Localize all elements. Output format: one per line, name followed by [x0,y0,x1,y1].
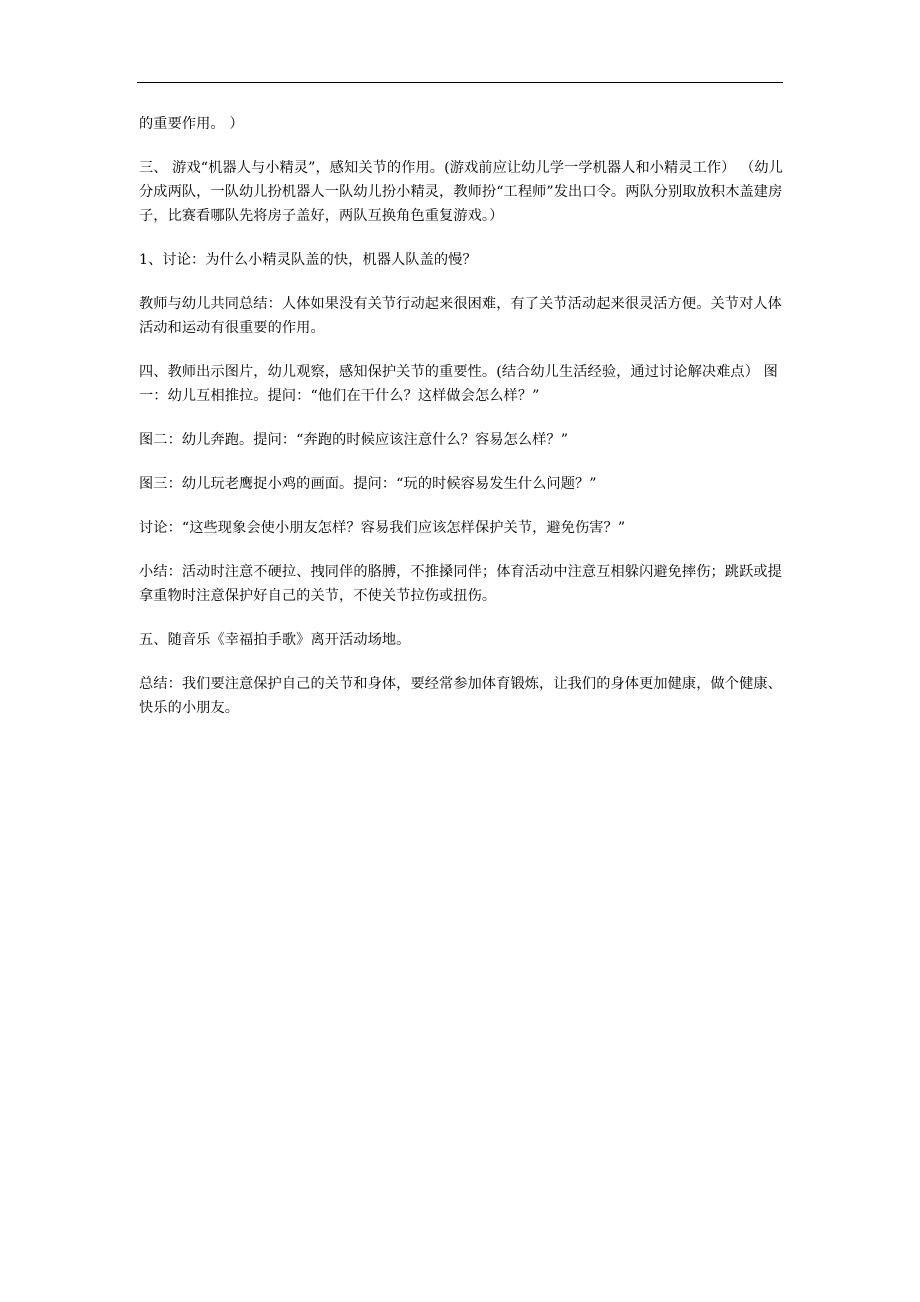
paragraph-picture-three: 图三：幼儿玩老鹰捉小鸡的画面。提问：“玩的时候容易发生什么问题？” [139,476,597,492]
paragraph-section-five: 五、随音乐《幸福拍手歌》离开活动场地。 [139,632,411,648]
paragraph-discussion: 讨论：“这些现象会使小朋友怎样？容易我们应该怎样保护关节，避免伤害？” [139,520,626,536]
document-body [139,112,789,740]
paragraph-section-four: 四、教师出示图片，幼儿观察，感知保护关节的重要性。(结合幼儿生活经验，通过讨论解决难点） 图一：幼儿互相推拉。提问：“他们在干什么？这样做会怎么样？” [139,364,778,404]
paragraph-continuation: 的重要作用。 ） [139,116,244,132]
paragraph-section-three: 三、 游戏“机器人与小精灵”，感知关节的作用。(游戏前应让幼儿学一学机器人和小精灵工作） （幼儿分成两队，一队幼儿扮机器人一队幼儿扮小精灵，教师扮“工程师”发出口令。两队分别取放积木盖建房子，比赛看哪队先将房子盖好，两队互换角色重复游戏。） [139,160,783,224]
paragraph-summary-teacher: 教师与幼儿共同总结：人体如果没有关节行动起来很困难，有了关节活动起来很灵活方便。关节对人体活动和运动有很重要的作用。 [139,296,782,336]
paragraph-brief-summary: 小结：活动时注意不硬拉、拽同伴的胳膊，不推搡同伴；体育活动中注意互相躲闪避免摔伤；跳跃或提拿重物时注意保护好自己的关节，不使关节拉伤或扭伤。 [139,564,782,604]
paragraph-discussion-one: 1、讨论：为什么小精灵队盖的快，机器人队盖的慢？ [139,252,477,268]
header-rule [137,82,783,83]
paragraph-picture-two: 图二：幼儿奔跑。提问：“奔跑的时候应该注意什么？容易怎么样？” [139,432,569,448]
paragraph-conclusion: 总结：我们要注意保护自己的关节和身体，要经常参加体育锻炼，让我们的身体更加健康，做个健康、快乐的小朋友。 [139,676,782,716]
